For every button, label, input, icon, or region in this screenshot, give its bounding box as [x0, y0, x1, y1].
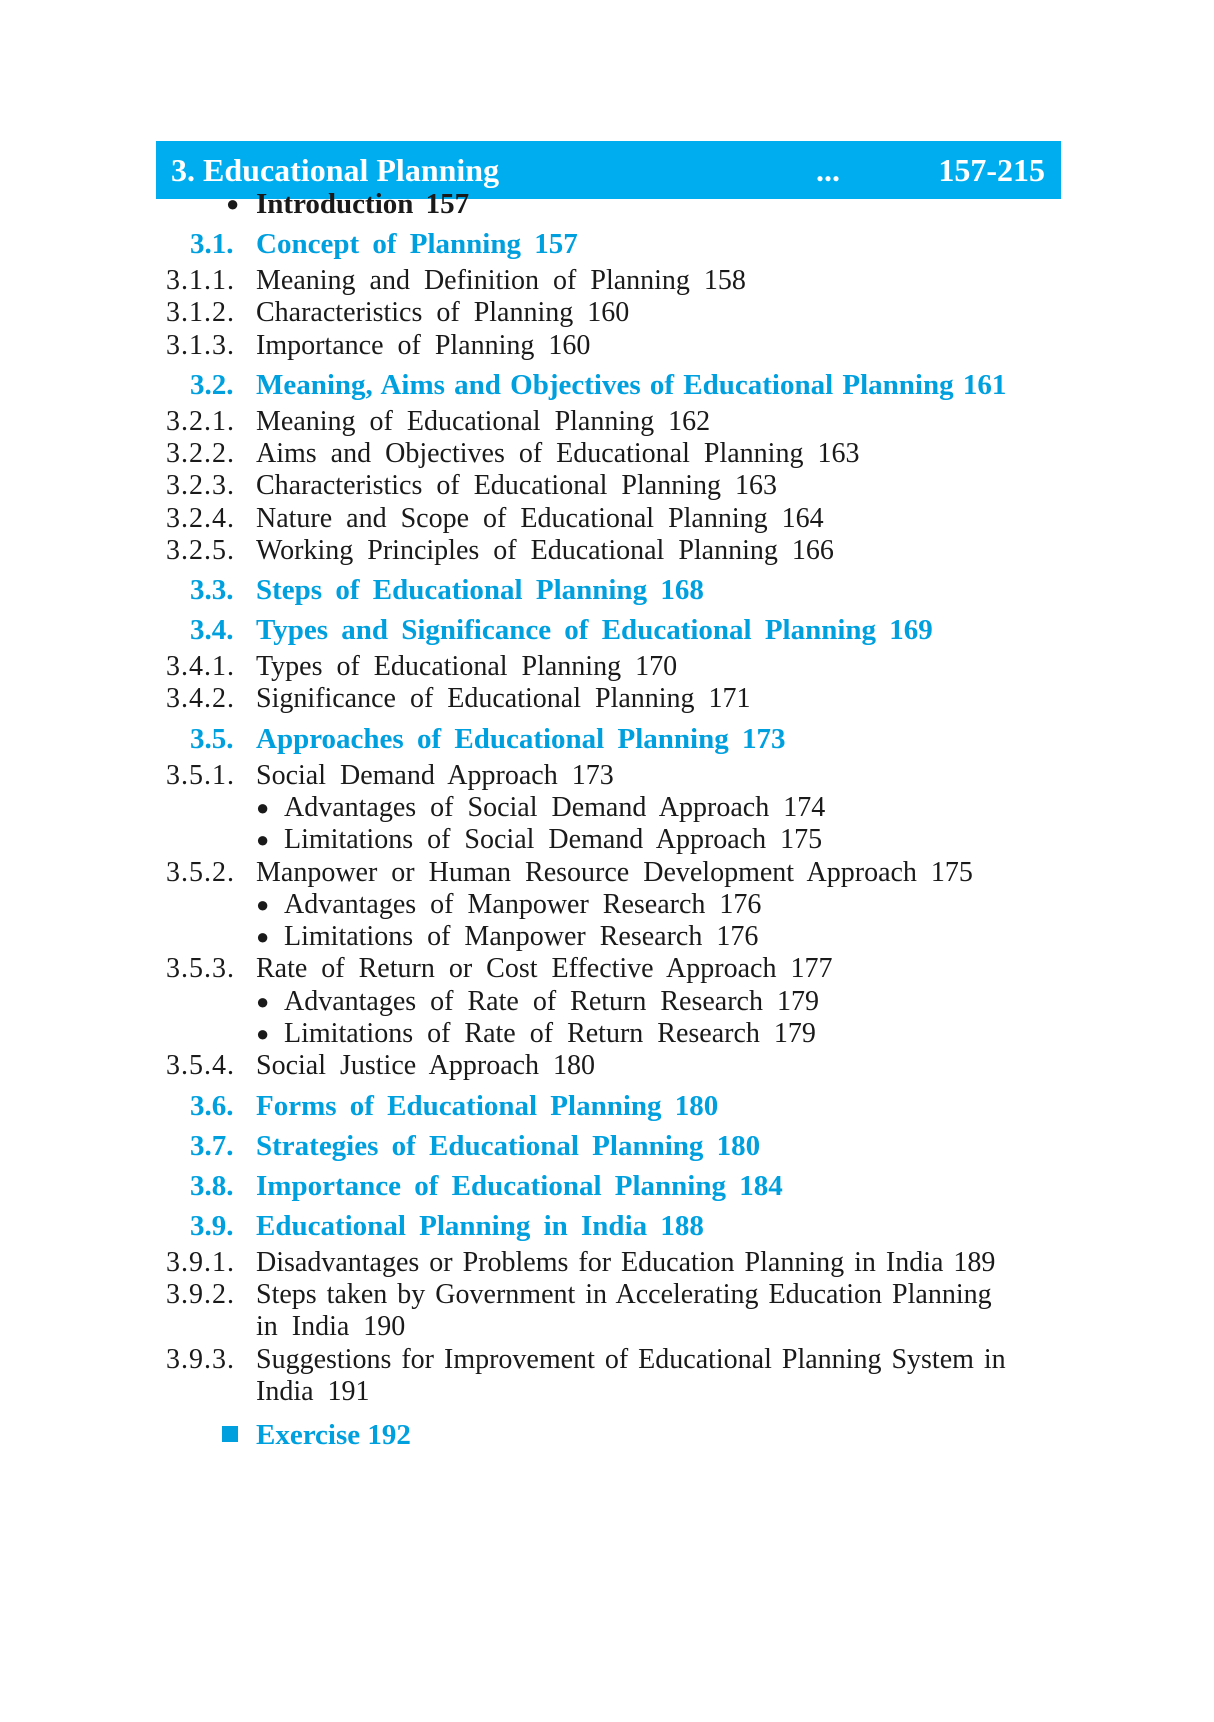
toc-entry-text: Introduction 157 — [256, 188, 470, 220]
subsection-number: 3.5.4. — [166, 1050, 235, 1081]
subsection-number: 3.9.2. — [166, 1279, 235, 1310]
toc-page — [156, 141, 1061, 1451]
subsection-title-line1: Steps taken by Government in Accelerating Education Planning — [256, 1279, 992, 1310]
bullet-text: Limitations of Manpower Research 176 — [284, 921, 759, 952]
subsection-title: Social Demand Approach 173 — [256, 760, 614, 791]
chapter-leader-dots: ... — [816, 152, 840, 188]
chapter-title: 3. Educational Planning — [171, 152, 500, 188]
subsection-title: Meaning and Definition of Planning 158 — [256, 265, 746, 296]
subsection-number: 3.9.3. — [166, 1344, 235, 1375]
bullet-icon: ● — [256, 924, 270, 949]
bullet-text: Advantages of Manpower Research 176 — [284, 889, 762, 920]
section-title: Types and Significance of Educational Planning 169 — [256, 614, 933, 646]
subsection-number: 3.1.2. — [166, 297, 235, 328]
chapter-page-range: 157-215 — [938, 152, 1045, 188]
subsection-number: 3.2.3. — [166, 470, 235, 501]
subsection-title: Characteristics of Planning 160 — [256, 297, 630, 328]
section-number: 3.5. — [190, 723, 234, 755]
bullet-icon: ● — [256, 892, 270, 917]
section-number: 3.4. — [190, 614, 234, 646]
section-title: Approaches of Educational Planning 173 — [256, 723, 786, 755]
bullet-text: Advantages of Rate of Return Research 179 — [284, 986, 819, 1017]
subsection-title: Characteristics of Educational Planning 163 — [256, 470, 777, 501]
subsection-number: 3.5.3. — [166, 953, 235, 984]
section-number: 3.1. — [190, 228, 234, 260]
bullet-text: Advantages of Social Demand Approach 174 — [284, 792, 826, 823]
subsection-title: Rate of Return or Cost Effective Approach 177 — [256, 953, 833, 984]
subsection-number: 3.2.1. — [166, 406, 235, 437]
section-title: Strategies of Educational Planning 180 — [256, 1130, 761, 1162]
bullet-icon: ● — [256, 1021, 270, 1046]
subsection-number: 3.4.1. — [166, 651, 235, 682]
subsection-number: 3.4.2. — [166, 683, 235, 714]
section-title: Meaning, Aims and Objectives of Educational Planning 161 — [256, 369, 1007, 401]
subsection-title: Significance of Educational Planning 171 — [256, 683, 751, 714]
subsection-title-line1: Suggestions for Improvement of Educational Planning System in — [256, 1344, 1006, 1375]
bullet-icon: ● — [256, 989, 270, 1014]
subsection-title: Working Principles of Educational Planning 166 — [256, 535, 834, 566]
subsection-number: 3.9.1. — [166, 1247, 235, 1278]
subsection-title: Types of Educational Planning 170 — [256, 651, 678, 682]
bullet-text: Limitations of Rate of Return Research 179 — [284, 1018, 816, 1049]
subsection-title: Nature and Scope of Educational Planning 164 — [256, 503, 824, 534]
section-title: Educational Planning in India 188 — [256, 1210, 704, 1242]
subsection-number: 3.1.3. — [166, 330, 235, 361]
subsection-number: 3.2.2. — [166, 438, 235, 469]
section-number: 3.8. — [190, 1170, 234, 1202]
section-title: Importance of Educational Planning 184 — [256, 1170, 783, 1202]
section-number: 3.6. — [190, 1090, 234, 1122]
subsection-title: Meaning of Educational Planning 162 — [256, 406, 711, 437]
bullet-icon: ● — [256, 827, 270, 852]
subsection-number: 3.5.1. — [166, 760, 235, 791]
toc-entry-text: Exercise 192 — [256, 1419, 411, 1451]
section-number: 3.9. — [190, 1210, 234, 1242]
subsection-title: Social Justice Approach 180 — [256, 1050, 596, 1081]
bullet-icon: ● — [256, 795, 270, 820]
bullet-text: Limitations of Social Demand Approach 175 — [284, 824, 823, 855]
subsection-number: 3.2.4. — [166, 503, 235, 534]
subsection-title: Disadvantages or Problems for Education Planning in India 189 — [256, 1247, 996, 1278]
section-number: 3.2. — [190, 369, 234, 401]
section-number: 3.3. — [190, 574, 234, 606]
section-title: Concept of Planning 157 — [256, 228, 578, 260]
section-number: 3.7. — [190, 1130, 234, 1162]
subsection-title-line2: in India 190 — [256, 1311, 406, 1342]
square-icon — [222, 1426, 238, 1442]
subsection-number: 3.2.5. — [166, 535, 235, 566]
bullet-icon: ● — [226, 191, 240, 216]
subsection-title: Manpower or Human Resource Development Approach 175 — [256, 857, 973, 888]
subsection-title: Importance of Planning 160 — [256, 330, 591, 361]
subsection-title: Aims and Objectives of Educational Planning 163 — [256, 438, 860, 469]
subsection-number: 3.1.1. — [166, 265, 235, 296]
subsection-number: 3.5.2. — [166, 857, 235, 888]
section-title: Forms of Educational Planning 180 — [256, 1090, 719, 1122]
subsection-title-line2: India 191 — [256, 1376, 370, 1407]
section-title: Steps of Educational Planning 168 — [256, 574, 704, 606]
